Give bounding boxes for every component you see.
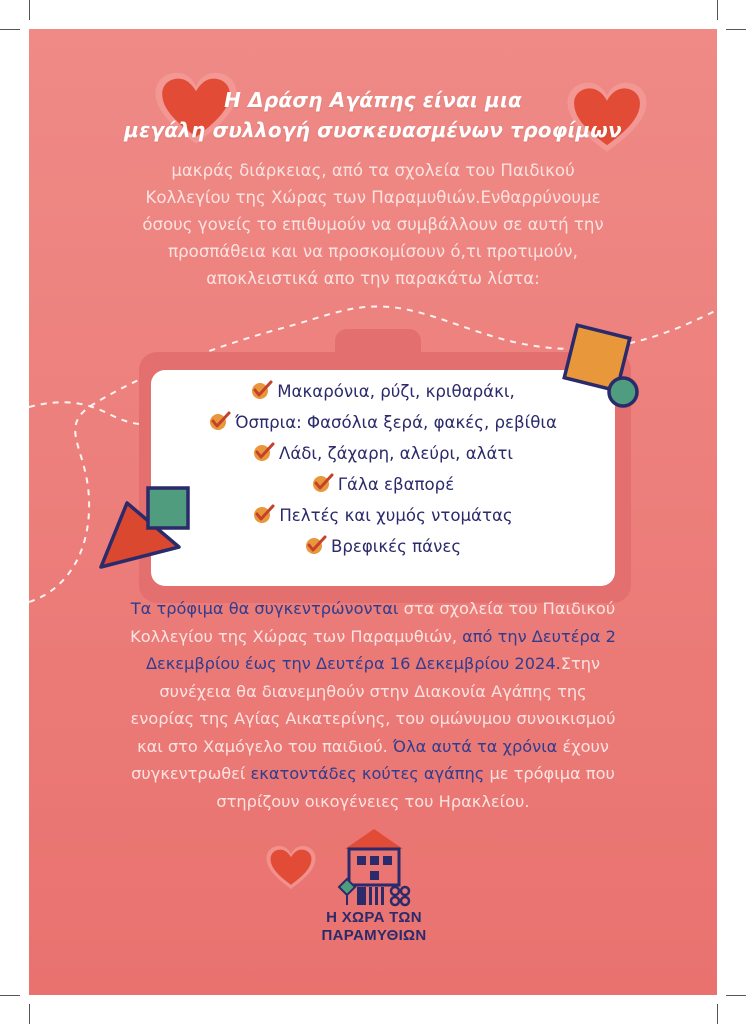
intro-line: όσους γονείς το επιθυμούν να συμβάλλουν σε αυτή την [142, 215, 604, 234]
details-line [69, 595, 677, 623]
logo-name-line: ΠΑΡΑΜΥΘΙΩΝ [321, 927, 427, 944]
details-text: Στην [560, 654, 601, 673]
crop-mark [726, 29, 746, 30]
list-item-label: Βρεφικές πάνες [330, 537, 462, 556]
intro-line: Κολλεγίου της Χώρας των Παραμυθιών.Ενθαρρύνουμε [145, 188, 601, 207]
details-line [69, 623, 677, 651]
details-highlight: Τα τρόφιμα θα συγκεντρώνονται [130, 599, 399, 618]
green-square-icon [148, 488, 188, 528]
details-line [69, 733, 677, 761]
crop-mark [29, 1004, 30, 1024]
castle-icon [299, 829, 449, 907]
details-text: στηρίζουν οικογένειες του Ηρακλείου. [216, 791, 530, 811]
details-highlight: εκατοντάδες κούτες αγάπης [245, 764, 485, 783]
details-text: έχουν [557, 736, 609, 756]
list-item-label: Λάδι, ζάχαρη, αλεύρι, αλάτι [278, 444, 514, 463]
list-item-label: Μακαρόνια, ρύζι, κριθαράκι, [277, 382, 515, 401]
details-line [69, 650, 677, 678]
crop-mark [726, 995, 746, 996]
list-item-label: Πελτές και χυμός ντομάτας [279, 506, 513, 525]
intro-line: προσπάθεια και να προσκομίσουν ό,τι προτιμούν, [168, 242, 578, 261]
details-line [69, 678, 677, 706]
details-highlight: Όλα αυτά τα χρόνια [387, 736, 558, 756]
list-item-label: Όσπρια: Φασόλια ξερά, φακές, ρεβίθια [235, 413, 557, 432]
logo-name-line: Η ΧΩΡΑ ΤΩΝ [326, 909, 422, 926]
details-text: στα σχολεία του Παιδικού [398, 599, 616, 618]
details-text: και στο Χαμόγελο του παιδιού. [137, 736, 388, 756]
list-item-label: Γάλα εβαπορέ [337, 475, 455, 494]
intro-line: αποκλειστικά απο την παρακάτω λίστα: [206, 269, 540, 288]
crop-mark [717, 0, 718, 20]
crop-mark [29, 0, 30, 20]
title-line: Η Δράση Αγάπης είναι μια [224, 88, 522, 112]
title-line: μεγάλη συλλογή συσκευασμένων τροφίμων [124, 118, 622, 142]
details-line [69, 705, 677, 733]
details-line [69, 760, 677, 788]
details-text: συγκεντρωθεί [131, 764, 246, 783]
school-logo [299, 829, 449, 959]
poster [29, 29, 717, 995]
crop-mark [0, 995, 20, 996]
details-line [69, 788, 677, 816]
intro-line: μακράς διάρκειας, από τα σχολεία του Παιδικού [171, 161, 575, 180]
details-highlight: από την Δευτέρα 2 [456, 626, 616, 646]
details-text: συνέχεια θα διανεμηθούν στην Διακονία Αγάπης της [159, 681, 587, 701]
details-text: με τρόφιμα που [484, 764, 615, 783]
crop-mark [717, 1004, 718, 1024]
details-text: Κολλεγίου της Χώρας των Παραμυθιών, [130, 626, 457, 646]
details-highlight: Δεκεμβρίου έως την Δευτέρα 16 Δεκεμβρίου 2024. [145, 654, 561, 673]
details-text: ενορίας της Αγίας Αικατερίνης, του ομώνυμου συνοικισμού [130, 709, 616, 728]
crop-mark [0, 29, 20, 30]
green-circle-icon [609, 378, 637, 406]
details-paragraph [69, 595, 677, 815]
